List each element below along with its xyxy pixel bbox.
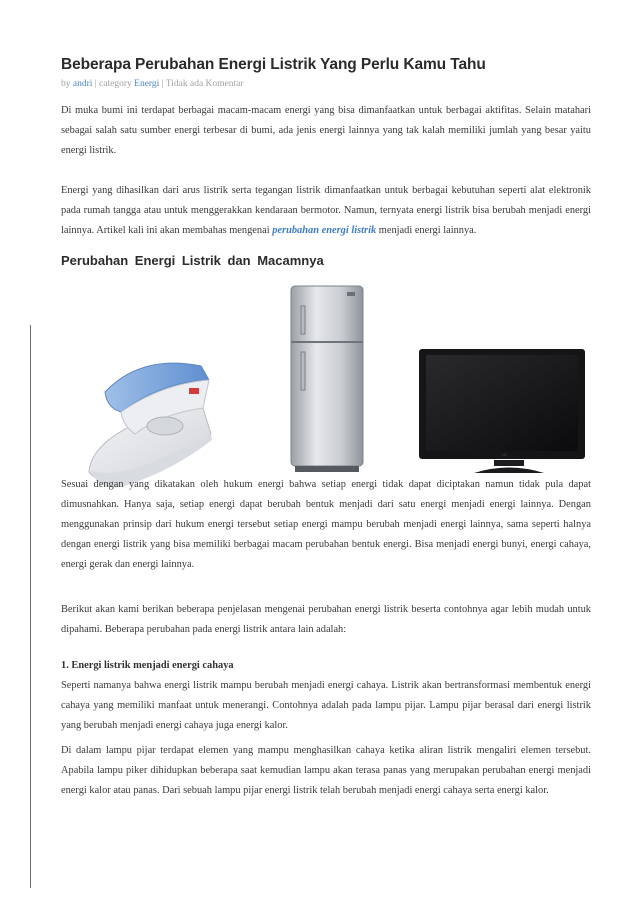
refrigerator-image: [291, 286, 363, 472]
iron-image: [89, 363, 212, 487]
category-link[interactable]: Energi: [134, 79, 160, 89]
author-link[interactable]: andri: [72, 79, 93, 89]
article-meta: [61, 79, 244, 89]
article-title: Beberapa Perubahan Energi Listrik Yang Perlu Kamu Tahu: [61, 56, 486, 73]
section-heading: Perubahan Energi Listrik dan Macamnya: [61, 253, 324, 268]
intro-paragraph-1: Di muka bumi ini terdapat berbagai macam-macam energi yang bisa dimanfaatkan untuk berbagai aktifitas. Selain matahari sebagai salah satu sumber energi terbesar di bumi, ada jenis energi lainnya yang tak kalah memiliki jumlah yang besar yaitu energi listrik.: [61, 105, 591, 156]
svg-text:LG: LG: [502, 453, 507, 457]
intro-2-end: menjadi energi lainnya.: [376, 225, 477, 236]
television-image: [419, 349, 585, 473]
comments-link[interactable]: | Tidak ada Komentar: [159, 79, 244, 89]
meta-category-label: | category: [92, 79, 135, 89]
body-paragraph-4: Di dalam lampu pijar terdapat elemen yang mampu menghasilkan cahaya ketika aliran listrik mengaliri elemen tersebut. Apabila lampu piker dihidupkan beberapa saat kemudian lampu akan terasa panas yang merupakan perubahan energi menjadi energi kalor atau panas. Dari sebuah lampu pijar energi listrik telah berubah menjadi energi cahaya serta energi kalor.: [61, 745, 591, 796]
left-margin-rule: [30, 325, 31, 888]
subheading-light-energy: 1. Energi listrik menjadi energi cahaya: [61, 660, 234, 671]
intro-paragraph-2: [61, 181, 591, 241]
body-paragraph-1: Sesuai dengan yang dikatakan oleh hukum energi bahwa setiap energi tidak dapat diciptakan namun tidak pula dapat dimusnahkan. Hanya saja, setiap energi dapat berubah bentuk menjadi dari satu energi menjadi energi lainnya. Dengan menggunakan prinsip dari hukum energi tersebut setiap energi mampu berubah menjadi energi lainnya, sama seperti halnya dengan energi listrik yang bisa memiliki berbagai macam perubahan bentuk energi. Bisa menjadi energi bunyi, energi cahaya, energi gerak dan energi lainnya.: [61, 479, 591, 570]
body-paragraph-3: Seperti namanya bahwa energi listrik mampu berubah menjadi energi cahaya. Listrik akan bertransformasi membentuk energi cahaya yang memiliki manfaat untuk menerangi. Contohnya adalah pada lampu pijar. Lampu pijar berasal dari energi listrik yang berubah menjadi energi cahaya juga energi kalor.: [61, 680, 591, 731]
meta-by: by: [61, 79, 73, 89]
body-paragraph-2: Berikut akan kami berikan beberapa penjelasan mengenai perubahan energi listrik beserta contohnya agar lebih mudah untuk dipahami. Beberapa perubahan pada energi listrik antara lain adalah:: [61, 604, 591, 635]
intro-2-text: Energi yang dihasilkan dari arus listrik serta tegangan listrik dimanfaatkan untuk berbagai kebutuhan seperti alat elektronik pada rumah tangga atau untuk menggerakkan kendaraan bermotor. Namun, ternyata energi listrik bisa berubah menjadi energi lainnya. Artikel kali ini akan membahas mengenai: [61, 185, 591, 236]
energy-change-link[interactable]: perubahan energi listrik: [272, 225, 377, 236]
